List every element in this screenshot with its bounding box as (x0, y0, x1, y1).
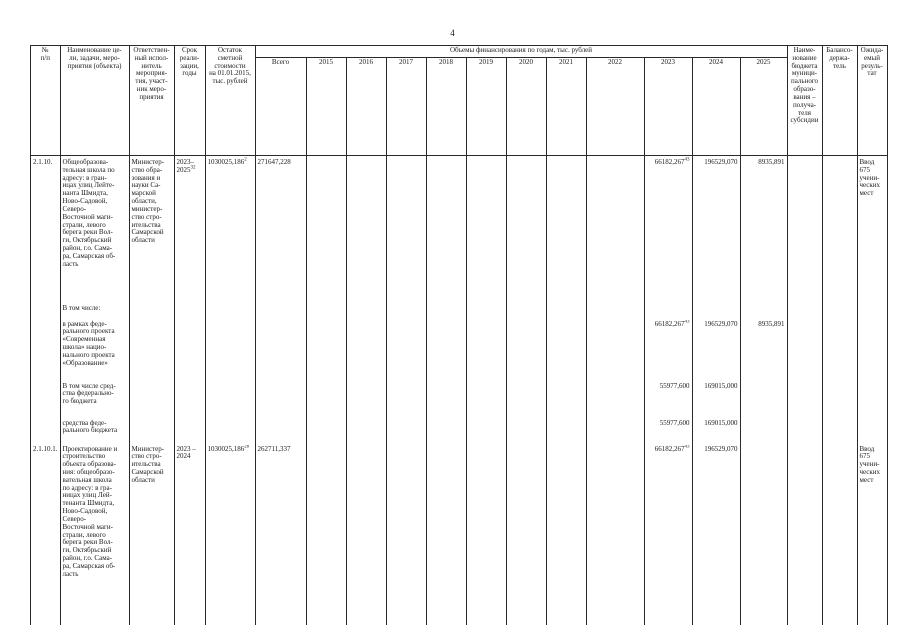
row-name: в рамках феде- рального проекта «Современная школа» нацио- нального проекта «Образование» (60, 320, 129, 382)
row-value-2024: 169015,000 (692, 382, 740, 419)
header-remaining-cost: Остаток сметной стоимости на 01.01.2015, тыс. рублей (205, 46, 255, 156)
header-term: Срок реали- зации, годы (174, 46, 205, 156)
table-row (31, 320, 888, 382)
financing-table (30, 45, 888, 625)
header-year-2024: 2024 (692, 58, 740, 156)
row-result: Ввод 675 учени- ческих мест (857, 156, 887, 304)
table-row (31, 304, 888, 320)
row-remaining-cost: 1030025,186$^2$ (205, 156, 255, 304)
row-term: 2023– 2025$^{32}$ (174, 156, 205, 304)
header-num: № п/п (31, 46, 61, 156)
row-value-2023: 66182,267$^{43}$ (644, 320, 692, 382)
row-responsible: Министер- ство обра- зования и науки Са- марской области, министер- ство стро- ительства Самарской области (129, 156, 174, 304)
row-name: Общеобразова- тельная школа по адресу: в гран- ицах улиц Лейте- нанта Шмидта, Ново-Садовой, Северо- Восточной маги- страли, левого берега реки Вол- ги, Октябрьский район, г.о. Сама- ра, Самарская об- ласть (60, 156, 129, 304)
row-number: 2.1.10.1. (31, 445, 61, 625)
header-year-2018: 2018 (426, 58, 466, 156)
table-row (31, 445, 888, 625)
row-total: 271647,228 (255, 156, 306, 304)
header-year-2019: 2019 (466, 58, 506, 156)
header-year-2020: 2020 (506, 58, 546, 156)
header-total: Всего (255, 58, 306, 156)
row-value-2025: 8935,891 (740, 320, 787, 382)
row-value-2025: 8935,891 (740, 156, 787, 304)
row-term: 2023 – 2024 (174, 445, 205, 625)
row-name: Проектирование и строительство объекта образова- ния: общеобразо- вательная школа по адресу: в гра- ницах улиц Лей- тенанта Шмидта, Ново-Садовой, Северо- Восточной маги- страли, левого берега реки Вол- ги, Октябрьский район, г.о. Сама- ра, Самарская об- ласть (60, 445, 129, 625)
row-name: В том числе: (60, 304, 129, 320)
row-value-2023: 55977,600 (644, 419, 692, 445)
table-row (31, 382, 888, 419)
header-budget: Наиме- нование бюджета муници- пального образо- вания – получа- теля субсидии (787, 46, 822, 156)
page-number: 4 (450, 28, 455, 38)
table-row (31, 156, 888, 304)
header-year-2017: 2017 (386, 58, 426, 156)
header-year-2016: 2016 (346, 58, 386, 156)
header-year-2023: 2023 (644, 58, 692, 156)
header-year-2015: 2015 (306, 58, 346, 156)
row-number: 2.1.10. (31, 156, 61, 304)
row-value-2023: 55977,600 (644, 382, 692, 419)
header-holder: Балансо- держа- тель (822, 46, 857, 156)
row-name: В том числе сред- ства федерально- го бюджета (60, 382, 129, 419)
header-responsible: Ответствен- ный испол- нитель мероприя- тия, участ- ник меро- приятия (129, 46, 174, 156)
header-name: Наименование це- ли, задачи, меро- приятия (объекта) (60, 46, 129, 156)
row-value-2024: 169015,000 (692, 419, 740, 445)
table-row (31, 419, 888, 445)
row-remaining-cost: 1030025,186$^{28}$ (205, 445, 255, 625)
header-year-2021: 2021 (546, 58, 586, 156)
row-responsible: Министер- ство стро- ительства Самарской области (129, 445, 174, 625)
row-value-2023: 66182,267$^{43}$ (644, 156, 692, 304)
row-value-2023: 66182,267$^{43}$ (644, 445, 692, 625)
row-value-2024: 196529,070 (692, 320, 740, 382)
header-year-2022: 2022 (586, 58, 644, 156)
row-total: 262711,337 (255, 445, 306, 625)
row-result: Ввод 675 учени- ческих мест (857, 445, 887, 625)
header-year-2025: 2025 (740, 58, 787, 156)
row-value-2024: 196529,070 (692, 445, 740, 625)
row-value-2024: 196529,070 (692, 156, 740, 304)
header-volumes-title: Объемы финансирования по годам, тыс. рублей (255, 46, 787, 58)
row-name: средства феде- рального бюджета (60, 419, 129, 445)
header-result: Ожида- емый резуль- тат (857, 46, 887, 156)
